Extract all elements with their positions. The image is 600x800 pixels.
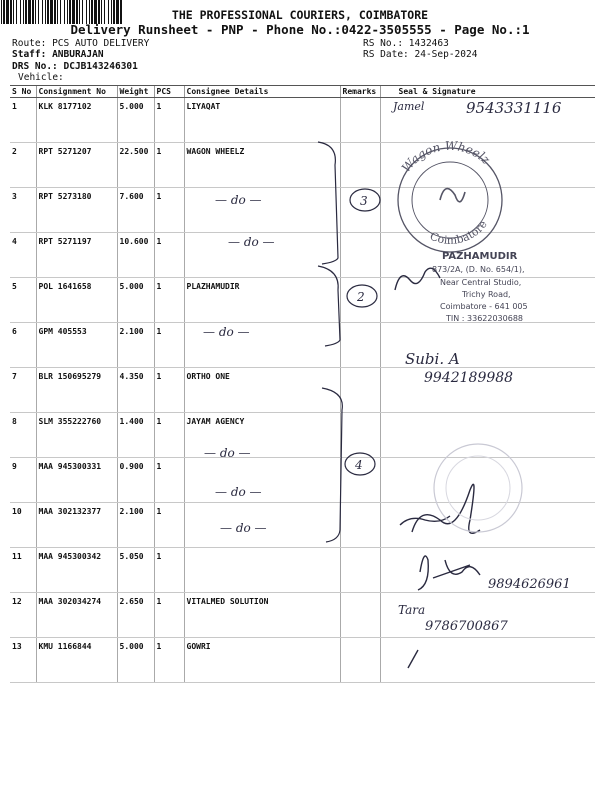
cell-signature [380,413,595,458]
route-label: Route: [12,38,47,49]
cell-signature [380,233,595,278]
sig-row13-phone: 9786700867 [425,619,508,634]
table-row [10,638,595,683]
cell-pcs: 1 [154,593,184,638]
cell-sno: 12 [10,593,36,638]
cell-consignee [184,323,340,368]
col-weight: Weight [117,86,154,98]
col-signature: Seal & Signature [380,86,595,98]
cell-weight: 2.100 [117,503,154,548]
cell-remarks [340,593,380,638]
rs-no-line [363,38,449,49]
cell-sno: 7 [10,368,36,413]
table-row [10,548,595,593]
rs-no-value: 1432463 [408,38,449,49]
route-line [12,38,149,49]
cell-weight: 22.500 [117,143,154,188]
cell-pcs: 1 [154,143,184,188]
route-value: PCS AUTO DELIVERY [52,38,150,49]
ditto-row10: — do — [215,485,262,499]
ditto-row4: — do — [228,235,275,249]
group-count-2: 2 [357,290,365,304]
cell-sno: 3 [10,188,36,233]
rs-no-label: RS No.: [363,38,404,49]
cell-pcs: 1 [154,233,184,278]
cell-consignee: ORTHO ONE [184,368,340,413]
table-row [10,143,595,188]
cell-consignee [184,188,340,233]
cell-signature [380,143,595,188]
cell-consignee: GOWRI [184,638,340,683]
cell-pcs: 1 [154,503,184,548]
wagon-seal-bottom: Coimbatore [428,217,490,248]
wagon-seal-top: Wagon Wheelz [398,138,493,175]
ditto-row6: — do — [203,325,250,339]
cell-consignee: LIYAQAT [184,98,340,143]
col-pcs: PCS [154,86,184,98]
cell-signature [380,98,595,143]
cell-consignment: MAA 302132377 [36,503,117,548]
cell-sno: 9 [10,458,36,503]
ditto-row11: — do — [220,521,267,535]
cell-weight: 10.600 [117,233,154,278]
cell-remarks [340,323,380,368]
ditto-row9: — do — [204,446,251,460]
cell-pcs: 1 [154,548,184,593]
vehicle-label: Vehicle: [18,72,64,83]
drs-line [12,61,138,72]
staff-label: Staff: [12,49,47,60]
cell-sno: 5 [10,278,36,323]
cell-signature [380,503,595,548]
plaz-stamp-line5: TIN : 33622030688 [446,314,523,323]
cell-sno: 2 [10,143,36,188]
cell-weight: 5.000 [117,278,154,323]
cell-weight: 0.900 [117,458,154,503]
runsheet-table [10,85,595,683]
cell-weight: 1.400 [117,413,154,458]
group-count-3: 3 [360,194,368,208]
table-row [10,98,595,143]
cell-consignment: POL 1641658 [36,278,117,323]
table-row [10,503,595,548]
cell-remarks [340,503,380,548]
col-consignee: Consignee Details [184,86,340,98]
table-row [10,458,595,503]
cell-signature [380,458,595,503]
rs-date-label: RS Date: [363,49,409,60]
cell-signature [380,368,595,413]
cell-consignee [184,548,340,593]
staff-line [12,49,104,60]
drs-label: DRS No.: [12,61,58,72]
cell-consignment: MAA 945300331 [36,458,117,503]
cell-consignee: PLAZHAMUDIR [184,278,340,323]
cell-consignee: VITALMED SOLUTION [184,593,340,638]
cell-pcs: 1 [154,638,184,683]
cell-pcs: 1 [154,368,184,413]
cell-weight: 5.000 [117,638,154,683]
cell-sno: 1 [10,98,36,143]
cell-pcs: 1 [154,188,184,233]
sig-row12-phone: 9894626961 [488,577,571,592]
cell-signature [380,278,595,323]
cell-consignment: MAA 945300342 [36,548,117,593]
col-sno: S No [10,86,36,98]
cell-remarks [340,278,380,323]
cell-consignee: WAGON WHEELZ [184,143,340,188]
cell-signature [380,593,595,638]
cell-sno: 8 [10,413,36,458]
plaz-stamp-line2: Near Central Studio, [440,278,522,287]
cell-remarks [340,143,380,188]
cell-signature [380,548,595,593]
cell-consignment: SLM 355222760 [36,413,117,458]
cell-pcs: 1 [154,458,184,503]
cell-consignment: KLK 8177102 [36,98,117,143]
cell-sno: 13 [10,638,36,683]
cell-weight: 7.600 [117,188,154,233]
plaz-stamp-line1: 873/2A, (D. No. 654/1), [432,265,525,274]
cell-consignment: GPM 405553 [36,323,117,368]
table-row [10,593,595,638]
cell-pcs: 1 [154,98,184,143]
group-count-4: 4 [355,458,363,472]
cell-remarks [340,233,380,278]
cell-remarks [340,188,380,233]
cell-remarks [340,548,380,593]
cell-remarks [340,98,380,143]
rs-date-value: 24-Sep-2024 [414,49,478,60]
table-header-row [10,86,595,98]
cell-consignment: RPT 5273180 [36,188,117,233]
cell-weight: 5.000 [117,98,154,143]
runsheet-subtitle: Delivery Runsheet - PNP - Phone No.:0422-3505555 - Page No.:1 [70,22,530,37]
cell-consignment: RPT 5271197 [36,233,117,278]
cell-sno: 4 [10,233,36,278]
table-row [10,233,595,278]
cell-pcs: 1 [154,278,184,323]
table-row [10,278,595,323]
cell-signature [380,188,595,233]
cell-weight: 2.100 [117,323,154,368]
sig-row7-phone: 9942189988 [424,370,514,386]
cell-sno: 11 [10,548,36,593]
cell-remarks [340,458,380,503]
cell-weight: 2.650 [117,593,154,638]
cell-weight: 4.350 [117,368,154,413]
sig-row1-phone: 9543331116 [466,99,562,117]
cell-consignee [184,503,340,548]
ditto-row3: — do — [215,193,262,207]
cell-remarks [340,638,380,683]
plaz-stamp-name: PAZHAMUDIR [442,251,518,262]
table-row [10,413,595,458]
table-row [10,323,595,368]
cell-remarks [340,413,380,458]
cell-pcs: 1 [154,413,184,458]
drs-value: DCJB143246301 [63,61,138,72]
company-name: THE PROFESSIONAL COURIERS, COIMBATORE [171,8,429,22]
cell-pcs: 1 [154,323,184,368]
sig-row7-name: Subi. A [405,350,460,368]
staff-value: ANBURAJAN [52,49,104,60]
cell-sno: 10 [10,503,36,548]
cell-consignment: BLR 150695279 [36,368,117,413]
sig-row13-name: Tara [398,603,426,617]
rs-date-line [363,49,477,60]
cell-sno: 6 [10,323,36,368]
cell-consignment: RPT 5271207 [36,143,117,188]
cell-weight: 5.050 [117,548,154,593]
plaz-stamp-line4: Coimbatore - 641 005 [440,302,528,311]
table-row [10,368,595,413]
sig-row1-name: Jamel [393,100,425,113]
cell-consignment: KMU 1166844 [36,638,117,683]
table-row [10,188,595,233]
cell-consignment: MAA 302034274 [36,593,117,638]
col-remarks: Remarks [340,86,380,98]
plaz-stamp-line3: Trichy Road, [462,290,511,299]
cell-consignee: JAYAM AGENCY [184,413,340,458]
cell-signature [380,323,595,368]
cell-signature [380,638,595,683]
col-consignment: Consignment No [36,86,117,98]
cell-consignee [184,458,340,503]
cell-remarks [340,368,380,413]
cell-consignee [184,233,340,278]
